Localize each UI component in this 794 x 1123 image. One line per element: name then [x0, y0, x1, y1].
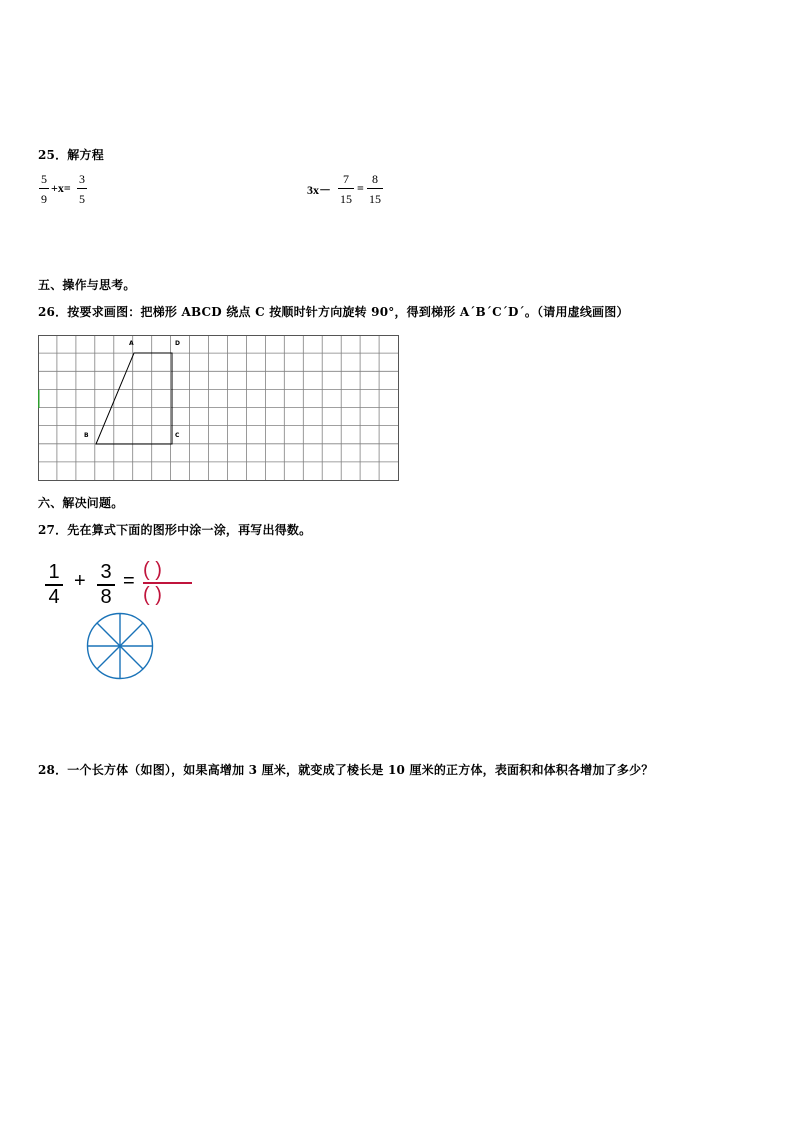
trapezoid-abcd: [96, 353, 172, 444]
grid-lines: [38, 335, 398, 480]
eq1-fraction-a: [39, 172, 49, 206]
eq2-equals: =: [357, 181, 364, 195]
eq2-fraction-b: [367, 172, 383, 206]
eq1-a-numerator: 5: [41, 172, 47, 186]
equals-sign: =: [123, 570, 135, 592]
eq2-lead: 3x－: [307, 183, 332, 197]
fraction-one-quarter: [45, 562, 63, 607]
eq1-fraction-b: [77, 172, 87, 206]
fraction-1-numerator: 1: [48, 561, 60, 583]
eq2-a-denominator: 15: [340, 192, 352, 206]
q25-title: 25．解方程: [38, 148, 104, 162]
q27-text: 27．先在算式下面的图形中涂一涂，再写出得数。: [38, 523, 312, 537]
eq2-b-denominator: 15: [369, 192, 381, 206]
eq2-fraction-a: [338, 172, 354, 206]
eq1-a-denominator: 9: [41, 192, 47, 206]
fraction-2-numerator: 3: [100, 561, 112, 583]
eq1-operator: +x=: [51, 181, 71, 195]
answer-numerator-blank[interactable]: ( ): [143, 559, 162, 581]
fraction-1-denominator: 4: [48, 586, 60, 608]
point-label-d: D: [175, 340, 180, 347]
grid-border: [39, 336, 399, 481]
point-label-a: A: [129, 340, 134, 347]
answer-denominator-blank[interactable]: ( ): [143, 584, 162, 606]
eq1-b-numerator: 3: [79, 172, 85, 186]
eq1-b-denominator: 5: [79, 192, 85, 206]
fraction-three-eighths: [97, 562, 115, 607]
section-6-heading: 六、解决问题。: [38, 496, 124, 510]
point-label-c: C: [175, 432, 180, 439]
q26-text: 26．按要求画图：把梯形 ABCD 绕点 C 按顺时针方向旋转 90°，得到梯形 A´B´C´D´。（请用虚线画图）: [38, 305, 629, 319]
point-label-b: B: [84, 432, 89, 439]
eq2-a-numerator: 7: [343, 172, 349, 186]
section-5-heading: 五、操作与思考。: [38, 278, 136, 292]
grid-figure: [38, 335, 399, 481]
q28-text: 28．一个长方体（如图），如果高增加 3 厘米，就变成了棱长是 10 厘米的正方体，表面积和体积各增加了多少？: [38, 763, 654, 777]
plus-sign: +: [74, 570, 86, 592]
circle-eighths[interactable]: [86, 612, 154, 680]
fraction-2-denominator: 8: [100, 586, 112, 608]
eq2-b-numerator: 8: [372, 172, 378, 186]
